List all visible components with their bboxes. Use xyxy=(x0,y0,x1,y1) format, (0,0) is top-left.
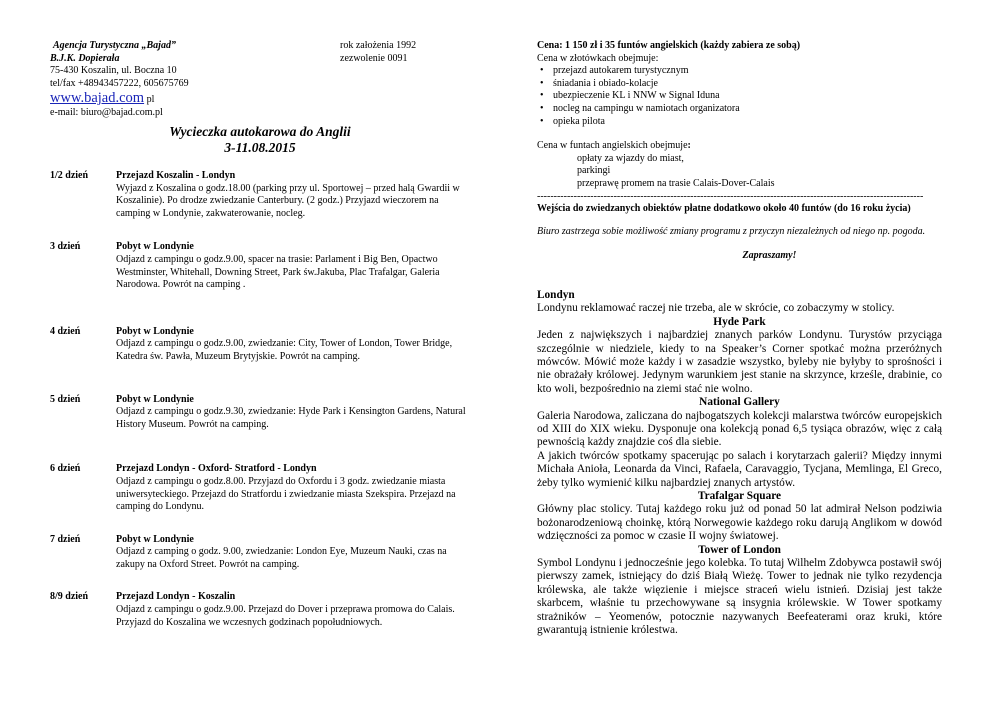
list-item: parkingi xyxy=(577,165,611,177)
list-item: przeprawę promem na trasie Calais-Dover-Calais xyxy=(577,177,775,189)
day-body xyxy=(116,463,470,513)
agency-header xyxy=(50,40,470,120)
itinerary-day xyxy=(50,534,470,572)
day-label: 4 dzień xyxy=(50,325,81,337)
article-intro: Londynu reklamować raczej nie trzeba, ale w skrócie, co zobaczymy w stolicy. xyxy=(537,302,895,315)
itinerary-day xyxy=(50,394,470,432)
article-title: Londyn xyxy=(537,288,575,301)
section-text-trafalgar-square: Główny plac stolicy. Tutaj każdego roku już od ponad 50 lat admirał Nelson podziwia bożonarodzeniową choinkę, którą Norwegowie każdego roku darują Anglikom w dowód wdzięczności za pomoc w czasie II wojny światowej. xyxy=(537,503,942,543)
section-text-national-gallery-2: A jakich twórców spotkamy spacerując po salach i korytarzach galerii? Między innymi Michała Anioła, Leonarda da Vinci, Rafaela, Caravaggio, Tycjana, Memlinga, El Greco, żeby tylko wymienić kilku najbardziej znanych artystów. xyxy=(537,449,942,489)
day-description: Odjazd z camping o godz. 9.00, zwiedzanie: London Eye, Muzeum Nauki, czas na zakupy na Oxford Street. Powrót na camping. xyxy=(116,546,447,570)
day-title: Pobyt w Londynie xyxy=(116,325,194,337)
section-heading-trafalgar-square: Trafalgar Square xyxy=(697,490,782,502)
day-label: 1/2 dzień xyxy=(50,170,89,181)
agency-name: Agencja Turystyczna „Bajad” xyxy=(53,40,176,51)
itinerary-day xyxy=(50,591,470,629)
trip-title: Wycieczka autokarowa do Anglii xyxy=(169,124,351,139)
agency-website-line xyxy=(50,90,470,107)
agency-email: e-mail: biuro@bajad.com.pl xyxy=(50,107,163,119)
day-description: Odjazd z campingu o godz.9.00. Przejazd do Dover i przeprawa promowa do Calais. Przyjazd do Koszalina we wczesnych godzinach popołudniowych. xyxy=(116,604,455,628)
pricing-section xyxy=(537,40,942,263)
section-text-hyde-park: Jeden z największych i najbardziej znanych parków Londynu. Turystów przyciąga szczególnie w niedziele, kiedy to na Speaker’s Corner spotkać można przeróżnych mówców. Mówić może każdy i w zasadzie wszystko, byleby nie byłyby to sprośności i nie obrażały królowej. Jedynym warunkiem jest stanie na skrzynce, krześle, drabinie, co kto woli, bezpośrednio na ziemi stać nie wolno. xyxy=(537,329,942,395)
list-item: • śniadania i obiado-kolacje xyxy=(537,78,942,91)
day-title: Przejazd Londyn - Oxford- Stratford - Londyn xyxy=(116,463,317,475)
london-article xyxy=(537,289,942,638)
entrance-fees: Wejścia do zwiedzanych obiektów płatne dodatkowo około 40 funtów (do 16 roku życia) xyxy=(537,203,911,215)
day-label: 6 dzień xyxy=(50,463,81,475)
section-heading-national-gallery: National Gallery xyxy=(699,396,780,409)
itinerary-day xyxy=(50,241,470,291)
itinerary-day xyxy=(50,463,470,513)
itinerary-day xyxy=(50,170,470,220)
day-body xyxy=(116,591,470,629)
day-label: 8/9 dzień xyxy=(50,591,89,603)
day-body xyxy=(116,170,470,220)
price-gbp-colon: : xyxy=(687,140,691,152)
invitation: Zapraszamy! xyxy=(742,250,797,262)
day-body xyxy=(116,241,470,291)
day-body xyxy=(116,394,470,432)
agency-address: 75-430 Koszalin, ul. Boczna 10 xyxy=(50,65,177,77)
day-title: Przejazd Londyn - Koszalin xyxy=(116,591,236,603)
section-heading-hyde-park: Hyde Park xyxy=(713,315,766,328)
day-label: 3 dzień xyxy=(50,241,81,253)
list-item: • przejazd autokarem turystycznym xyxy=(537,65,942,78)
day-description: Odjazd z campingu o godz.9.00, zwiedzanie: City, Tower of London, Tower Bridge, Katedra św. Pawła, Muzeum Brytyjskie. Powrót na camping. xyxy=(116,338,453,362)
day-label: 7 dzień xyxy=(50,533,81,545)
day-body xyxy=(116,534,470,572)
price-gbp-intro: Cena w funtach angielskich obejmuje xyxy=(537,140,688,152)
price-headline: Cena: 1 150 zł i 35 funtów angielskich (każdy zabiera ze sobą) xyxy=(537,40,801,51)
day-title: Przejazd Koszalin - Londyn xyxy=(116,170,236,181)
day-title: Pobyt w Londynie xyxy=(116,241,194,253)
day-title: Pobyt w Londynie xyxy=(116,533,194,545)
trip-title-block xyxy=(50,124,470,156)
list-item: • opieka pilota xyxy=(537,116,942,129)
disclaimer: Biuro zastrzega sobie możliwość zmiany programu z przyczyn niezależnych od niego np. pogoda. xyxy=(537,225,926,237)
day-description: Odjazd z campingu o godz.9.00, spacer na trasie: Parlament i Big Ben, Opactwo Westminster, Whitehall, Downing Street, Park św.Jakuba, Plac Trafalgar, Galeria Narodowa. Powrót na camping . xyxy=(116,253,440,291)
itinerary-day xyxy=(50,326,470,364)
agency-meta xyxy=(340,40,416,65)
left-column xyxy=(50,40,470,629)
day-title: Pobyt w Londynie xyxy=(116,393,194,405)
list-item: • ubezpieczenie KL i NNW w Signal Iduna xyxy=(537,90,942,103)
day-description: Odjazd z campingu o godz.8.00. Przyjazd do Oxfordu i 3 godz. zwiedzanie miasta uniwersyteckiego. Przejazd do Stratfordu i zwiedzanie miasta Szekspira. Przejazd na camping do Londynu. xyxy=(116,475,456,513)
right-column xyxy=(537,40,942,637)
day-description: Odjazd z campingu o godz.9.30, zwiedzanie: Hyde Park i Kensington Gardens, Natural History Museum. Powrót na camping. xyxy=(116,406,466,430)
day-body xyxy=(116,326,470,364)
separator-line: -------------------------------------------------------------------------------------------------------------------- xyxy=(537,190,924,202)
day-description: Wyjazd z Koszalina o godz.18.00 (parking przy ul. Sportowej – przed halą Gwardii w Koszalinie). Po drodze zwiedzanie Canterbury. (2 godz.) Przyjazd wieczorem na camping w Londynie, zakwaterowanie, nocleg. xyxy=(116,182,460,219)
price-pln-intro: Cena w złotówkach obejmuje: xyxy=(537,52,659,64)
agency-owner: B.J.K. Dopierała xyxy=(50,52,120,64)
section-text-tower-of-london: Symbol Londynu i jednocześnie jego kolebka. To tutaj Wilhelm Zdobywca postawił swój pierwszy zamek, istniejący do dziś Białą Wieżę. Tower to jednak nie tylko rezydencja królewska, ale także więzienie i miejsce straceń wielu istnień. Dzisiaj jest także skarbcem, właśnie tu przechowywane są insygnia królewskie. W Tower spotkamy strażników – Yeomenów, potocznie nazywanych Beefeaterami oraz kruki, które gwarantują istnienie królestwa. xyxy=(537,557,942,637)
trip-dates: 3-11.08.2015 xyxy=(224,140,296,155)
section-text-national-gallery: Galeria Narodowa, zaliczana do najbogatszych kolekcji malarstwa twórców europejskich od XIII do XIX wieku. Dysponuje ona kolekcją ponad 6,5 tysiąca obrazów, więc z całą pewnością każdy znajdzie coś dla siebie. xyxy=(537,409,942,449)
agency-website-link[interactable]: www.bajad.com xyxy=(50,90,145,107)
agency-website-suffix: pl xyxy=(144,94,155,106)
agency-phone: tel/fax +48943457222, 605675769 xyxy=(50,77,189,89)
list-item: opłaty za wjazdy do miast, xyxy=(577,152,684,164)
day-label: 5 dzień xyxy=(50,393,81,405)
list-item: • nocleg na campingu w namiotach organizatora xyxy=(537,103,942,116)
section-heading-tower-of-london: Tower of London xyxy=(698,543,781,556)
itinerary xyxy=(50,170,470,629)
price-pln-list xyxy=(537,65,942,128)
agency-permit: zezwolenie 0091 xyxy=(340,52,408,64)
price-gbp-intro-line xyxy=(537,140,942,153)
agency-founded: rok założenia 1992 xyxy=(340,40,417,51)
